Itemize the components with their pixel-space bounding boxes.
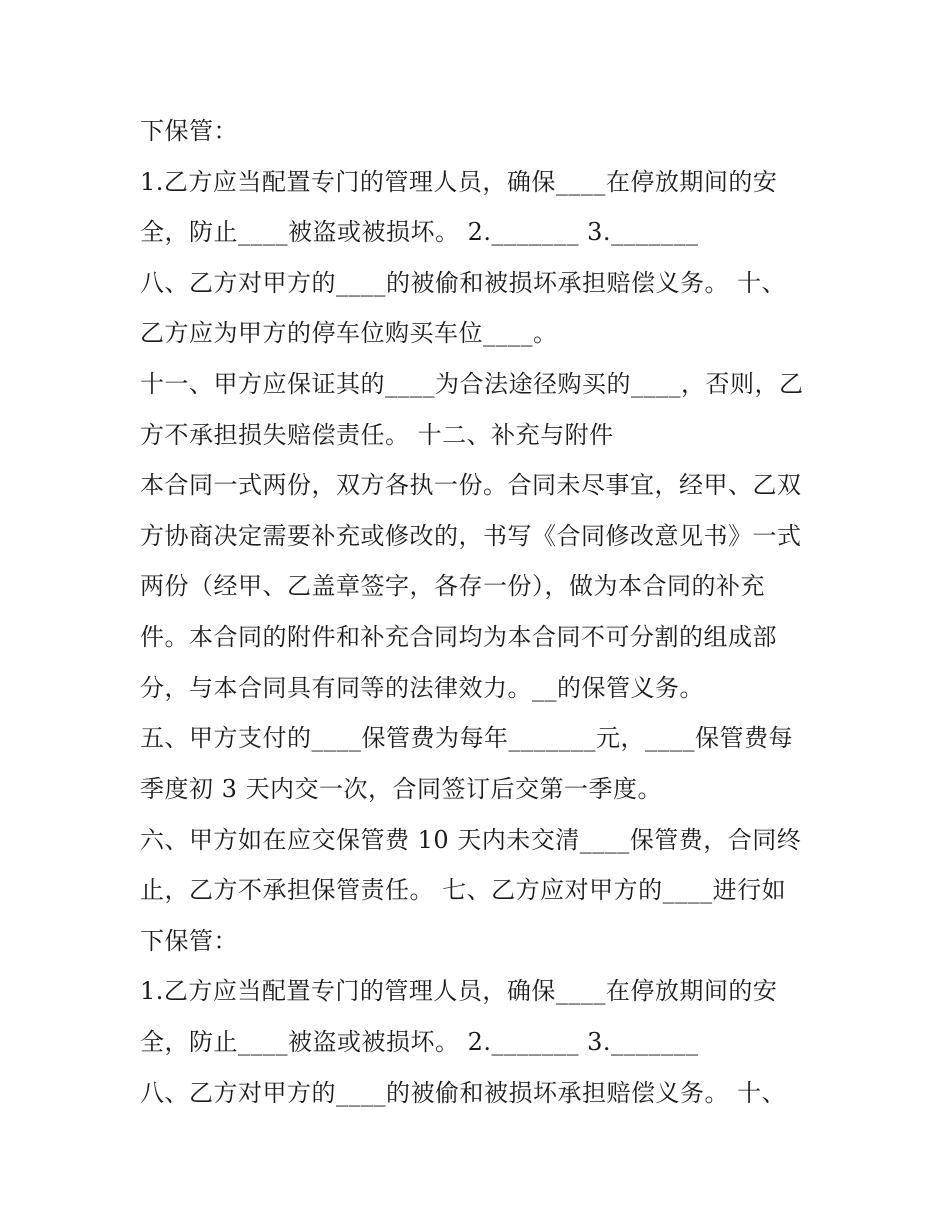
text-line: 1.乙方应当配置专门的管理人员，确保____在停放期间的安	[140, 168, 778, 196]
text-line: 止，乙方不承担保管责任。 七、乙方应对甲方的____进行如	[140, 876, 787, 904]
text-line: 方协商决定需要补充或修改的，书写《合同修改意见书》一式	[140, 522, 802, 550]
text-line: 六、甲方如在应交保管费 10 天内未交清____保管费，合同终	[140, 826, 802, 854]
text-line: 件。本合同的附件和补充合同均为本合同不可分割的组成部	[140, 623, 777, 651]
text-line: 本合同一式两份，双方各执一份。合同未尽事宜，经甲、乙双	[140, 471, 802, 499]
text-line: 季度初 3 天内交一次，合同签订后交第一季度。	[140, 775, 663, 803]
text-line: 下保管：	[140, 927, 238, 955]
text-line: 方不承担损失赔偿责任。 十二、补充与附件	[140, 421, 614, 449]
text-line: 1.乙方应当配置专门的管理人员，确保____在停放期间的安	[140, 977, 778, 1005]
text-line: 五、甲方支付的____保管费为每年_______元，____保管费每	[140, 724, 793, 752]
text-line: 全，防止____被盗或被损坏。 2._______ 3._______	[140, 218, 699, 246]
text-line: 十一、甲方应保证其的____为合法途径购买的____，否则，乙	[140, 370, 804, 398]
text-line: 两份（经甲、乙盖章签字，各存一份），做为本合同的补充	[140, 572, 765, 600]
text-line: 乙方应为甲方的停车位购买车位____。	[140, 319, 558, 347]
text-line: 分，与本合同具有同等的法律效力。__的保管义务。	[140, 674, 704, 702]
text-line: 全，防止____被盗或被损坏。 2._______ 3._______	[140, 1028, 699, 1056]
text-line: 下保管：	[140, 117, 238, 145]
text-line: 八、乙方对甲方的____的被偷和被损坏承担赔偿义务。 十、	[140, 269, 787, 297]
text-line: 八、乙方对甲方的____的被偷和被损坏承担赔偿义务。 十、	[140, 1079, 787, 1107]
